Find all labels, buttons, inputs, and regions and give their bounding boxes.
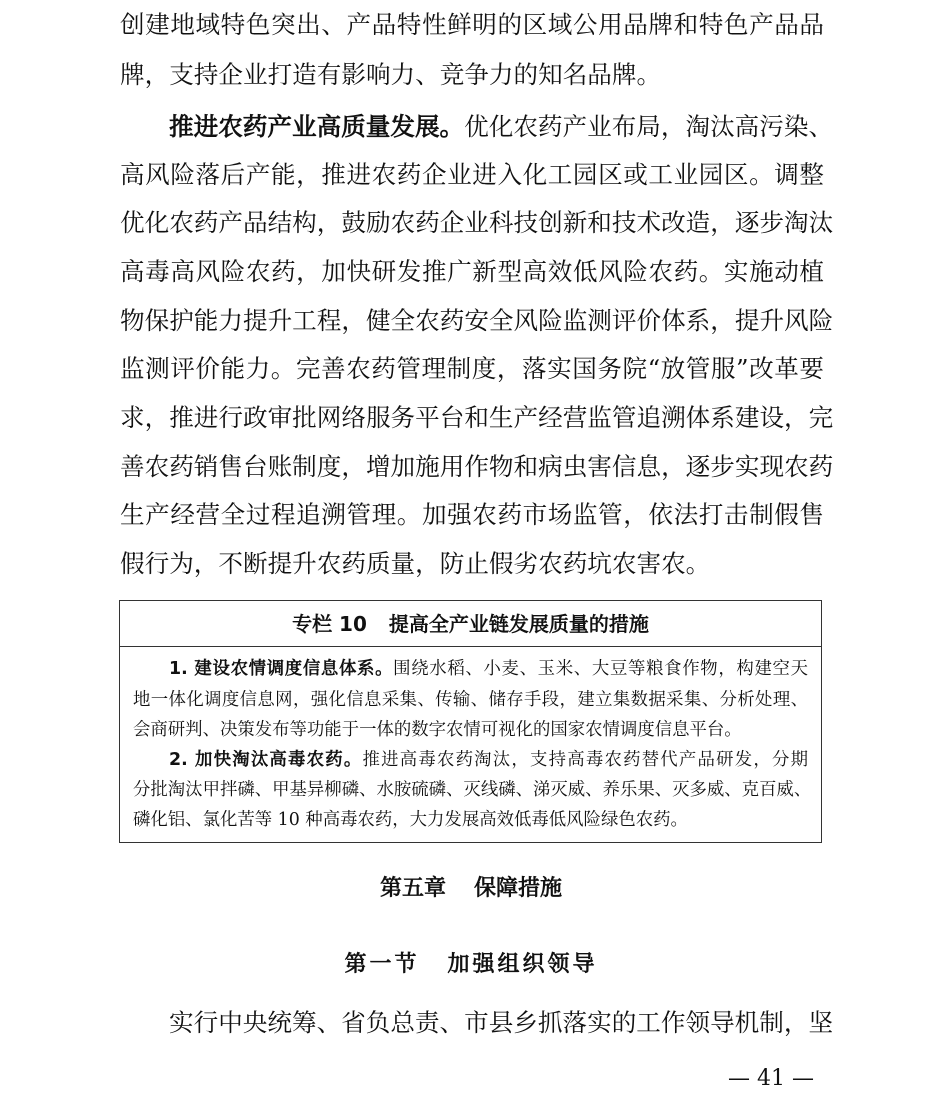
page-number: — 41 — (728, 1066, 814, 1091)
paragraph-first-line (120, 112, 834, 142)
box-line: 磷化铝、氯化苦等 10 种高毒农药，大力发展高效低毒低风险绿色农药。 (133, 810, 688, 830)
box-item-text: 围绕水稻、小麦、玉米、大豆等粮食作物，构建空天 (393, 659, 808, 679)
body-line: 创建地域特色突出、产品特性鲜明的区域公用品牌和特色产品品 (120, 10, 824, 39)
box-item-heading: 2. 加快淘汰高毒农药。 (169, 750, 363, 770)
box-line: 分批淘汰甲拌磷、甲基异柳磷、水胺硫磷、灭线磷、涕灭威、养乐果、灭多威、克百威、 (133, 780, 812, 800)
body-line: 高风险落后产能，推进农药企业进入化工园区或工业园区。调整 (120, 160, 824, 189)
column-box (119, 600, 822, 843)
chapter-title: 保障措施 (474, 876, 563, 901)
body-line: 优化农药产品结构，鼓励农药企业科技创新和技术改造，逐步淘汰 (120, 208, 834, 237)
section-heading (0, 950, 942, 980)
chapter-heading (0, 874, 942, 904)
body-line: 物保护能力提升工程，健全农药安全风险监测评价体系，提升风险 (120, 306, 834, 335)
box-item-text: 推进高毒农药淘汰，支持高毒农药替代产品研发，分期 (362, 750, 808, 770)
column-title: 提高全产业链发展质量的措施 (388, 612, 649, 636)
box-line: 地一体化调度信息网，强化信息采集、传输、储存手段，建立集数据采集、分析处理、 (133, 690, 808, 710)
box-item-heading: 1. 建设农情调度信息体系。 (169, 659, 394, 679)
paragraph-text: 优化农药产业布局，淘汰高污染、 (464, 112, 834, 141)
box-item-first-line (133, 747, 808, 773)
body-line: 求，推进行政审批网络服务平台和生产经营监管追溯体系建设，完 (120, 403, 834, 432)
box-item-first-line (133, 656, 808, 682)
body-line: 实行中央统筹、省负总责、市县乡抓落实的工作领导机制，坚 (169, 1008, 834, 1037)
body-line: 牌，支持企业打造有影响力、竞争力的知名品牌。 (120, 60, 662, 89)
column-label: 专栏 10 (292, 612, 367, 636)
chapter-number: 第五章 (379, 876, 446, 901)
column-box-title (120, 601, 821, 647)
box-line: 会商研判、决策发布等功能于一体的数字农情可视化的国家农情调度信息平台。 (133, 720, 742, 740)
section-number: 第一节 (344, 952, 420, 977)
body-line: 高毒高风险农药，加快研发推广新型高效低风险农药。实施动植 (120, 257, 824, 286)
body-line: 假行为，不断提升农药质量，防止假劣农药坑农害农。 (120, 549, 711, 578)
body-line: 生产经营全过程追溯管理。加强农药市场监管，依法打击制假售 (120, 500, 824, 529)
body-line: 监测评价能力。完善农药管理制度，落实国务院“放管服”改革要 (120, 354, 824, 383)
paragraph-heading: 推进农药产业高质量发展。 (169, 112, 465, 141)
section-title: 加强组织领导 (447, 952, 598, 977)
body-line: 善农药销售台账制度，增加施用作物和病虫害信息，逐步实现农药 (120, 452, 834, 481)
